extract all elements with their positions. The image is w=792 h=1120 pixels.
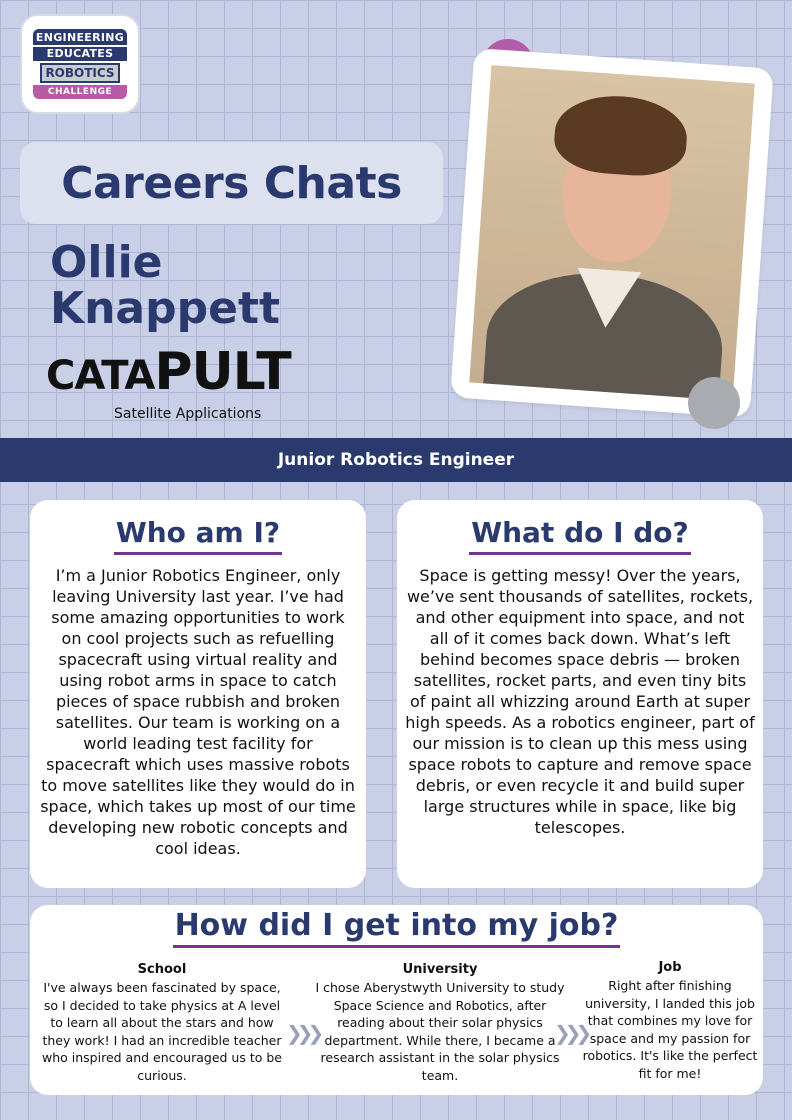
catapult-subtitle: Satellite Applications	[114, 406, 262, 422]
catapult-wordmark	[46, 344, 306, 404]
what-do-i-do-heading	[397, 516, 763, 555]
what-do-i-do-card	[397, 500, 763, 888]
person-name: Ollie Knappett	[50, 237, 281, 334]
step-title: University	[402, 962, 478, 977]
what-do-i-do-text: Space is getting messy! Over the years, we’ve sent thousands of satellites, rockets, and other equipment into space, and not all of it comes back down. What’s left behind becomes space debris — broken satellites, rocket parts, and even tiny bits of paint all whizzing around Earth at super high speeds. As a robotics engineer, part of our mission is to clean up this mess using space robots to capture and remove space debris, or even recycle it and build super large structures while in space, like big telescopes.	[405, 566, 755, 837]
career-step-school	[36, 961, 288, 1084]
catapult-wordmark-part2: PULT	[154, 342, 291, 402]
engineering-educates-logo	[20, 14, 140, 114]
who-am-i-heading-text: Who am I?	[114, 516, 282, 555]
logo-line-challenge: CHALLENGE	[33, 85, 127, 99]
career-path-heading	[30, 909, 763, 948]
career-steps	[30, 959, 763, 1095]
step-text: I chose Aberystwyth University to study Space Science and Robotics, after reading about their solar physics department. While there, I became a research assistant in the solar physics team.	[315, 980, 565, 1083]
logo-line-engineering: ENGINEERING	[33, 29, 127, 45]
step-title: School	[137, 962, 187, 977]
page-title: Careers Chats	[61, 157, 402, 209]
role-banner: Junior Robotics Engineer	[0, 438, 792, 482]
logo-line-educates: EDUCATES	[33, 47, 127, 61]
who-am-i-card	[30, 500, 366, 888]
career-path-heading-text: How did I get into my job?	[173, 909, 621, 948]
decorative-grey-dot	[688, 377, 740, 429]
step-title: Job	[658, 960, 682, 975]
what-do-i-do-heading-text: What do I do?	[469, 516, 691, 555]
chevron-right-icon: ❯❯❯	[286, 1021, 319, 1045]
photo-frame	[450, 48, 774, 418]
catapult-logo	[46, 342, 306, 422]
step-text: Right after finishing university, I landed this job that combines my love for space and my passion for robotics. It's like the perfect fit for me!	[582, 978, 758, 1081]
catapult-wordmark-part1: CATA	[46, 353, 155, 399]
chevron-right-icon: ❯❯❯	[554, 1021, 587, 1045]
who-am-i-text: I’m a Junior Robotics Engineer, only leaving University last year. I’ve had some amazing opportunities to work on cool projects such as refuelling spacecraft using virtual reality and using robot arms in space to catch pieces of space rubbish and broken satellites. Our team is working on a world leading test facility for spacecraft which uses massive robots to move satellites like they would do in space, which takes up most of our time developing new robotic concepts and cool ideas.	[40, 566, 356, 858]
career-path-card	[30, 905, 763, 1095]
logo-line-robotics: ROBOTICS	[40, 63, 120, 83]
step-text: I've always been fascinated by space, so I decided to take physics at A level to learn all about the stars and how they work! I had an incredible teacher who inspired and encouraged us to be curious.	[42, 980, 282, 1083]
profile-photo	[469, 65, 755, 401]
who-am-i-heading	[30, 516, 366, 555]
career-step-job	[582, 959, 758, 1082]
career-step-university	[310, 961, 570, 1084]
title-box	[20, 142, 443, 224]
